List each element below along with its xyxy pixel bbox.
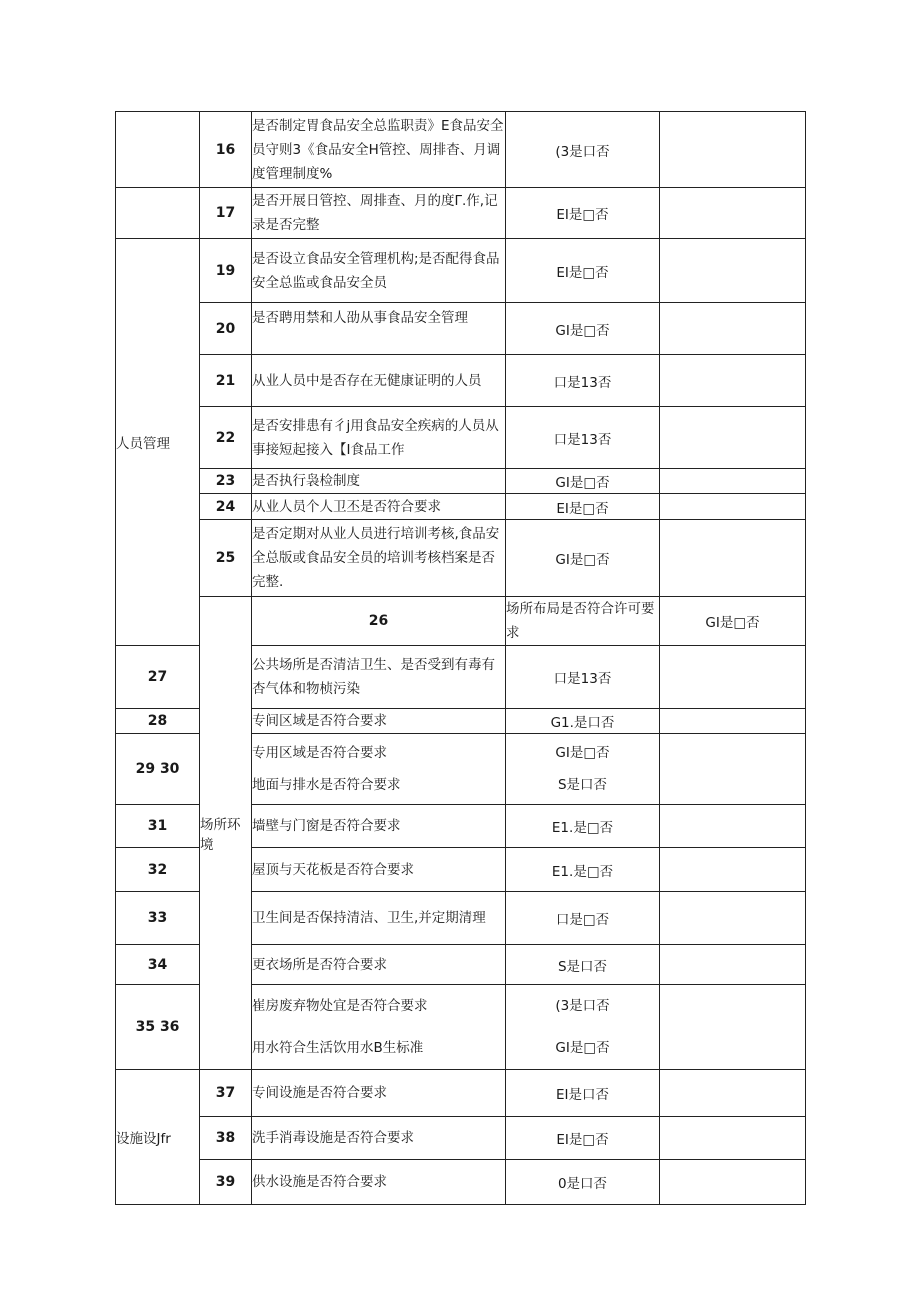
item-number: 16 bbox=[200, 112, 252, 188]
table-row bbox=[116, 494, 806, 520]
result-cell: GI是□否 bbox=[506, 303, 660, 355]
table-row bbox=[116, 520, 806, 597]
item-text: 是否制定胃食品安全总监职责》E食品安全员守则3《食品安全H管控、周排杳、月调度管理制度% bbox=[252, 112, 506, 188]
item-text: 专间设施是否符合要求 bbox=[252, 1070, 506, 1117]
result-cell: (3是口否 bbox=[555, 998, 610, 1014]
item-number: 39 bbox=[200, 1160, 252, 1205]
item-number: 32 bbox=[116, 848, 200, 892]
item-number: 28 bbox=[116, 709, 200, 734]
remark-cell bbox=[660, 112, 806, 188]
item-number: 20 bbox=[200, 303, 252, 355]
item-text-pair bbox=[252, 985, 506, 1070]
result-cell: GI是□否 bbox=[555, 745, 610, 761]
remark-cell bbox=[660, 848, 806, 892]
item-text: 场所布局是否符合许可要求 bbox=[506, 597, 660, 646]
remark-cell bbox=[660, 734, 806, 805]
table-row bbox=[116, 303, 806, 355]
item-number: 37 bbox=[200, 1070, 252, 1117]
table-row bbox=[116, 188, 806, 239]
item-text: 是否聘用禁和人劭从事食品安全管理 bbox=[252, 303, 506, 355]
result-cell: E1.是□否 bbox=[506, 805, 660, 848]
table-row bbox=[116, 355, 806, 407]
result-cell: 口是13否 bbox=[506, 355, 660, 407]
table-row bbox=[116, 597, 806, 646]
category-facilities: 设施设Jfr bbox=[116, 1070, 200, 1205]
remark-cell bbox=[660, 892, 806, 945]
item-number-pair bbox=[116, 734, 200, 805]
inspection-table bbox=[115, 111, 806, 1205]
result-cell: S是口否 bbox=[557, 777, 608, 793]
item-text: 更衣场所是否符合要求 bbox=[252, 945, 506, 985]
result-cell: G1.是口否 bbox=[506, 709, 660, 734]
item-text: 是否安排患有彳j用食品安全疾病的人员从事接短起接入【I食品工作 bbox=[252, 407, 506, 469]
item-text: 是否定期对从业人员进行培训考核,食品安全总版或食品安全员的培训考核档案是否完整. bbox=[252, 520, 506, 597]
remark-cell bbox=[660, 805, 806, 848]
item-number: 29 bbox=[135, 761, 156, 777]
item-number: 19 bbox=[200, 239, 252, 303]
item-text: 是否执行袅检制度 bbox=[252, 469, 506, 494]
result-cell-pair bbox=[506, 985, 660, 1070]
item-number: 26 bbox=[252, 597, 506, 646]
result-cell: GI是□否 bbox=[555, 1040, 610, 1056]
remark-cell bbox=[660, 1117, 806, 1160]
category-personnel: 人员管理 bbox=[116, 239, 200, 646]
category-environment: 场所环境 bbox=[200, 597, 252, 1070]
result-cell: EI是□否 bbox=[506, 239, 660, 303]
remark-cell bbox=[660, 239, 806, 303]
result-cell: 口是13否 bbox=[506, 646, 660, 709]
item-number: 24 bbox=[200, 494, 252, 520]
item-text: 墙壁与门窗是否符合要求 bbox=[252, 805, 506, 848]
result-cell: E1.是□否 bbox=[506, 848, 660, 892]
item-text: 用水符合生活饮用水B生标准 bbox=[252, 1040, 424, 1056]
item-number: 17 bbox=[200, 188, 252, 239]
category-cell bbox=[116, 188, 200, 239]
remark-cell bbox=[660, 355, 806, 407]
item-number: 25 bbox=[200, 520, 252, 597]
table-row bbox=[116, 1160, 806, 1205]
table-row bbox=[116, 112, 806, 188]
item-text: 洗手消毒设施是否符合要求 bbox=[252, 1117, 506, 1160]
remark-cell bbox=[660, 1160, 806, 1205]
result-cell: EI是□否 bbox=[506, 494, 660, 520]
item-number: 30 bbox=[159, 761, 180, 777]
remark-cell bbox=[660, 494, 806, 520]
result-cell: GI是□否 bbox=[506, 520, 660, 597]
item-text: 是否开展日管控、周排查、月的度Γ.作,记录是否完整 bbox=[252, 188, 506, 239]
item-number: 31 bbox=[116, 805, 200, 848]
result-cell: EI是□否 bbox=[506, 188, 660, 239]
result-cell: 口是□否 bbox=[506, 892, 660, 945]
item-text: 卫生间是否保持清洁、卫生,并定期清理 bbox=[252, 892, 506, 945]
table-row bbox=[116, 239, 806, 303]
remark-cell bbox=[660, 1070, 806, 1117]
remark-cell bbox=[660, 520, 806, 597]
result-cell: 口是13否 bbox=[506, 407, 660, 469]
item-text: 地面与排水是否符合要求 bbox=[252, 777, 401, 793]
item-text: 崔房废弃物处宜是否符合要求 bbox=[252, 998, 428, 1014]
item-number: 21 bbox=[200, 355, 252, 407]
item-number: 35 bbox=[135, 1019, 156, 1035]
result-cell: S是口否 bbox=[506, 945, 660, 985]
result-cell: GI是□否 bbox=[660, 597, 806, 646]
item-number: 22 bbox=[200, 407, 252, 469]
remark-cell bbox=[660, 188, 806, 239]
result-cell: (3是口否 bbox=[506, 112, 660, 188]
remark-cell bbox=[660, 985, 806, 1070]
item-number: 36 bbox=[159, 1019, 180, 1035]
item-text: 公共场所是否清洁卫生、是否受到有毒有杏气体和物桢污染 bbox=[252, 646, 506, 709]
item-text: 从业人员个人卫丕是否符合要求 bbox=[252, 494, 506, 520]
table-row bbox=[116, 407, 806, 469]
item-number-pair bbox=[116, 985, 200, 1070]
remark-cell bbox=[660, 469, 806, 494]
item-text: 供水设施是否符合要求 bbox=[252, 1160, 506, 1205]
table-row bbox=[116, 1117, 806, 1160]
remark-cell bbox=[660, 646, 806, 709]
item-text: 专用区域是否符合要求 bbox=[252, 745, 387, 761]
item-number: 33 bbox=[116, 892, 200, 945]
item-text-pair bbox=[252, 734, 506, 805]
result-cell: GI是□否 bbox=[506, 469, 660, 494]
item-text: 屋顶与天花板是否符合要求 bbox=[252, 848, 506, 892]
result-cell: EI是口否 bbox=[506, 1070, 660, 1117]
remark-cell bbox=[660, 709, 806, 734]
item-text: 是否设立食品安全管理机构;是否配得食品安全总监或食品安全员 bbox=[252, 239, 506, 303]
result-cell: EI是□否 bbox=[506, 1117, 660, 1160]
category-cell bbox=[116, 112, 200, 188]
remark-cell bbox=[660, 945, 806, 985]
result-cell-pair bbox=[506, 734, 660, 805]
table-row bbox=[116, 1070, 806, 1117]
item-number: 23 bbox=[200, 469, 252, 494]
result-cell: 0是口否 bbox=[506, 1160, 660, 1205]
remark-cell bbox=[660, 303, 806, 355]
remark-cell bbox=[660, 407, 806, 469]
item-number: 38 bbox=[200, 1117, 252, 1160]
item-text: 从业人员中是否存在无健康证明的人员 bbox=[252, 355, 506, 407]
item-text: 专间区域是否符合要求 bbox=[252, 709, 506, 734]
item-number: 34 bbox=[116, 945, 200, 985]
table-row bbox=[116, 469, 806, 494]
item-number: 27 bbox=[116, 646, 200, 709]
